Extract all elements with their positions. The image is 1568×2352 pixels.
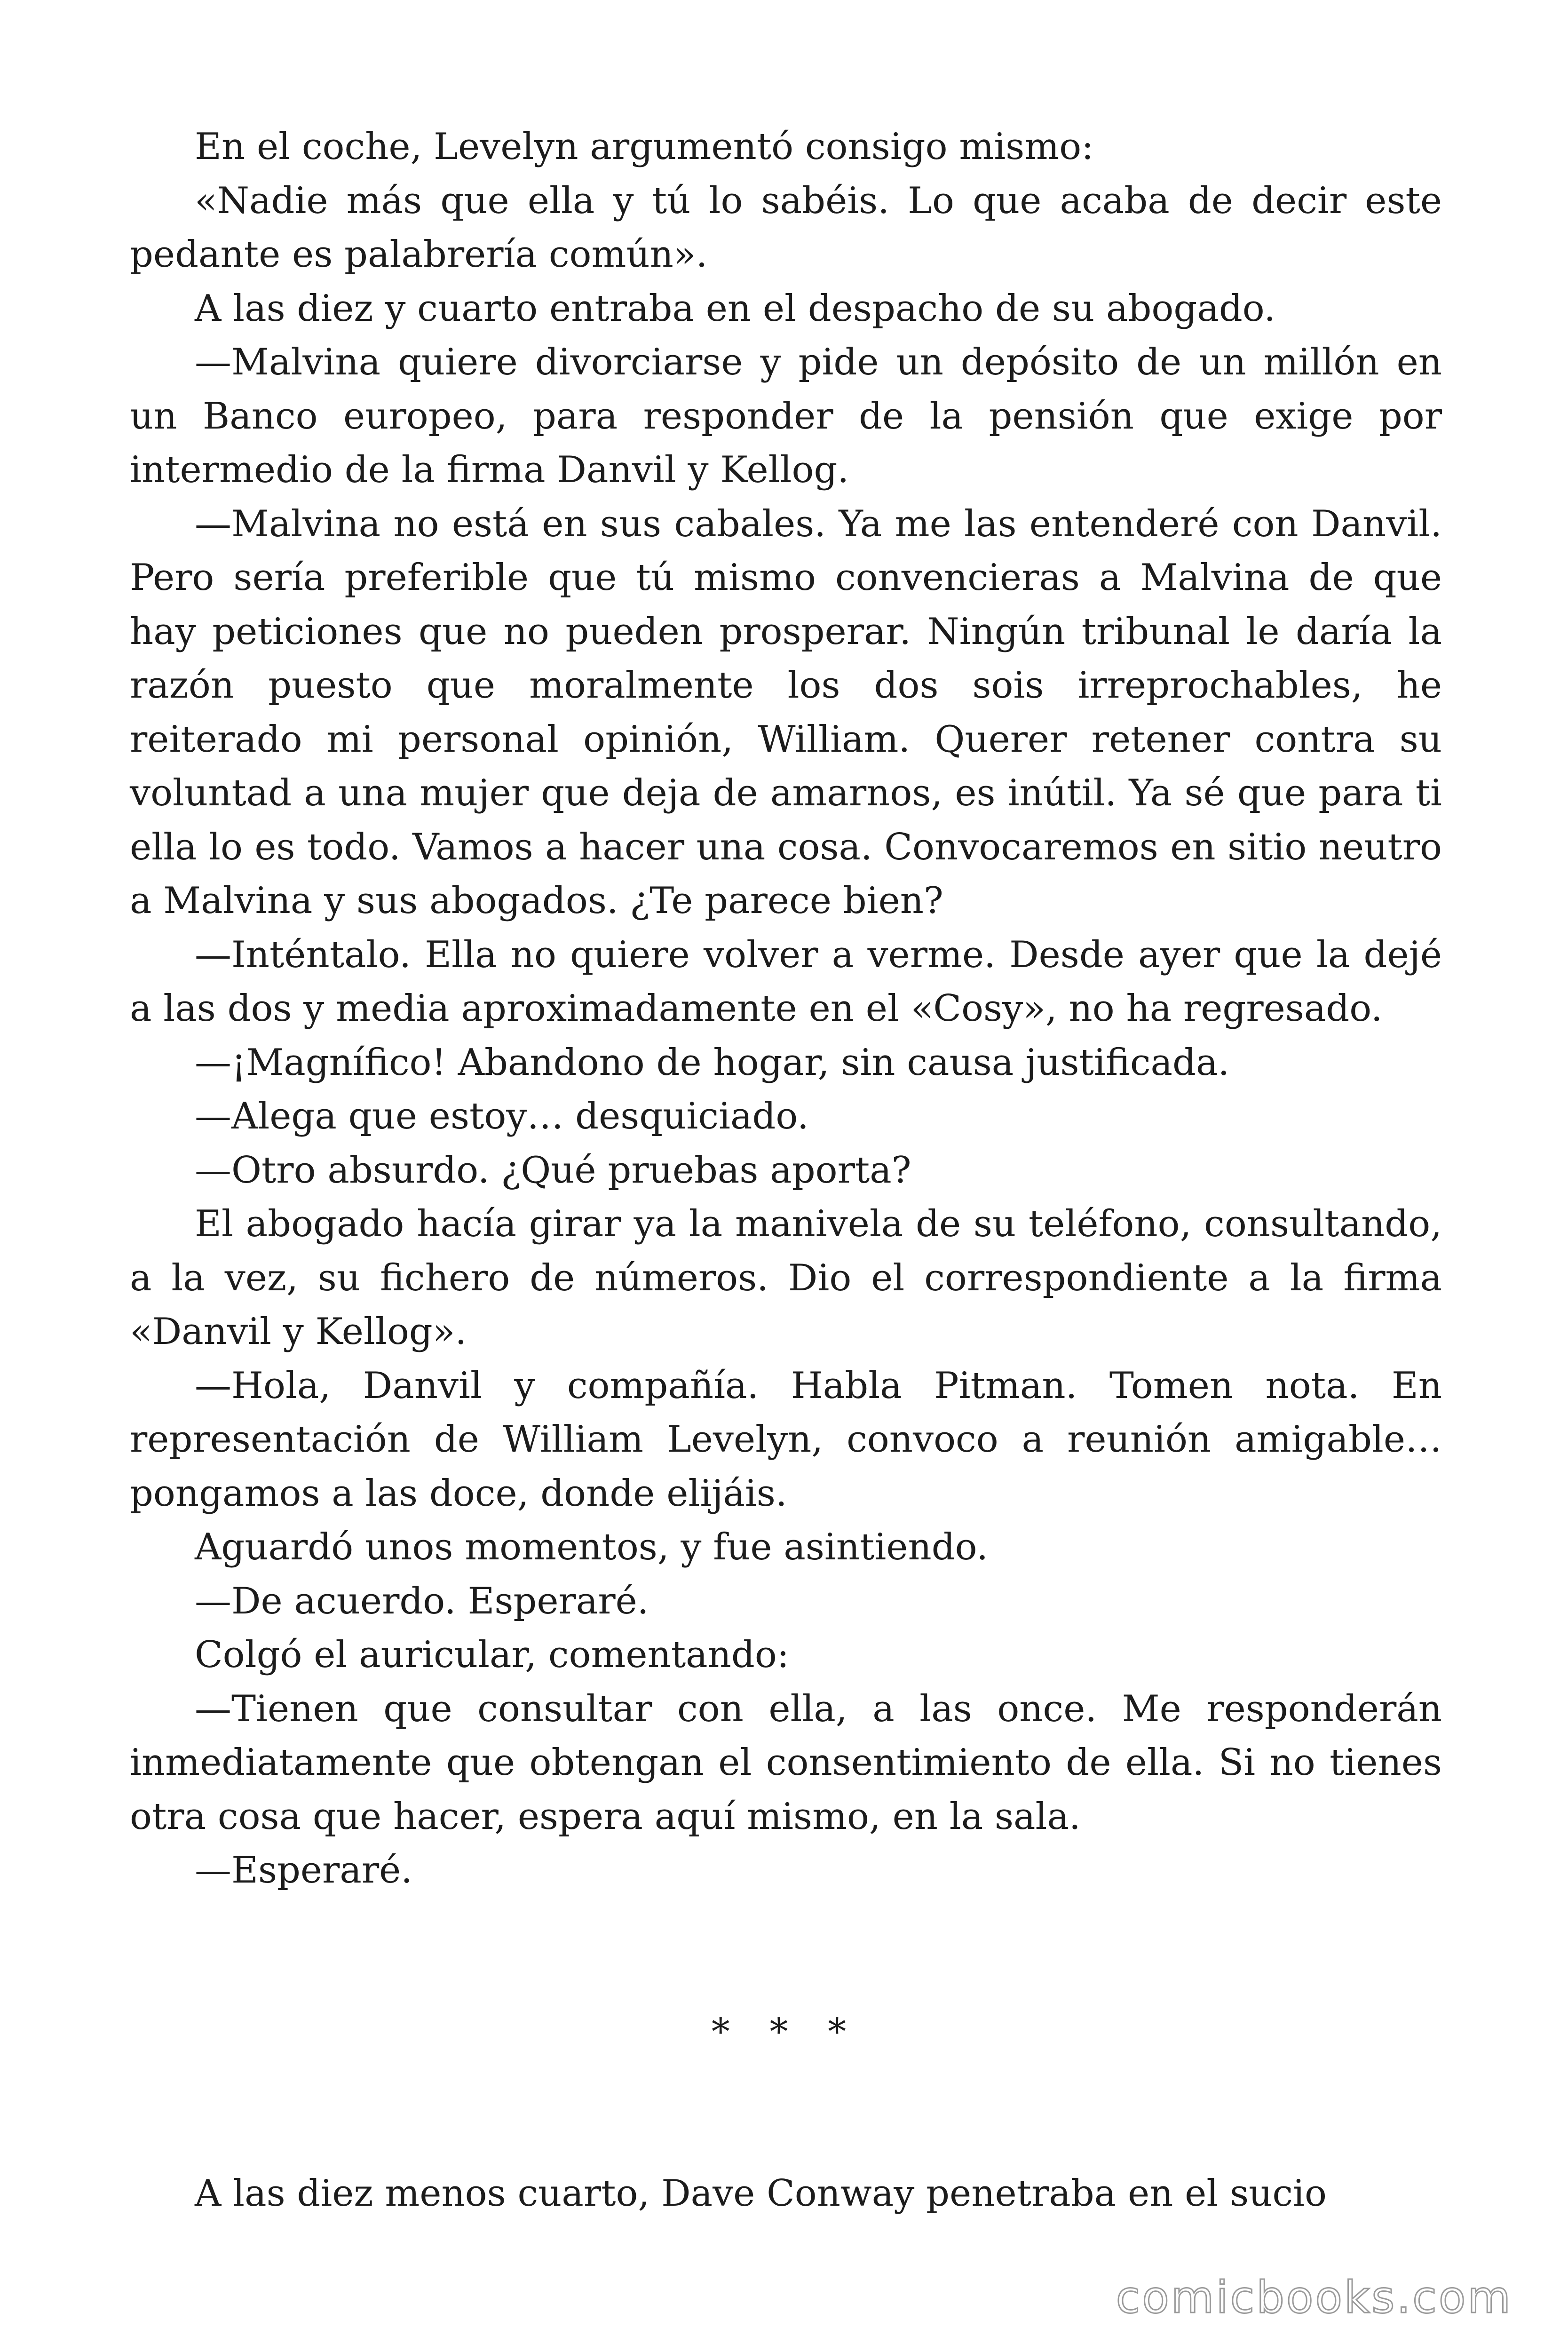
paragraph: —Tienen que consultar con ella, a las once. Me responderán inmediatamente que obtengan el consentimiento de ella. Si no tienes otra cosa que hacer, espera aquí mismo, en la sala. [130, 1687, 1442, 1838]
paragraph: —De acuerdo. Esperaré. [195, 1580, 649, 1622]
paragraph: —Inténtalo. Ella no quiere volver a verme. Desde ayer que la dejé a las dos y media aproximadamente en el «Cosy», no ha regresado. [130, 933, 1442, 1030]
section-separator: * * * [711, 2010, 861, 2053]
paragraph: «Nadie más que ella y tú lo sabéis. Lo que acaba de decir este pedante es palabrería común». [130, 179, 1442, 276]
paragraph: —Malvina no está en sus cabales. Ya me las entenderé con Danvil. Pero sería preferible que tú mismo convencieras a Malvina de que hay peticiones que no pueden prosperar. Ningún tribunal le daría la razón puesto que moralmente los dos sois irreprochables, he reiterado mi personal opinión, William. Querer retener contra su voluntad a una mujer que deja de amarnos, es inútil. Ya sé que para ti ella lo es todo. Vamos a hacer una cosa. Convocaremos en sitio neutro a Malvina y sus abogados. ¿Te parece bien? [130, 502, 1442, 922]
book-page [130, 120, 1442, 2221]
paragraph: —Otro absurdo. ¿Qué pruebas aporta? [195, 1149, 911, 1192]
paragraph: —Malvina quiere divorciarse y pide un depósito de un millón en un Banco europeo, para responder de la pensión que exige por intermedio de la firma Danvil y Kellog. [130, 341, 1442, 491]
paragraph: A las diez y cuarto entraba en el despacho de su abogado. [195, 287, 1276, 330]
paragraph: El abogado hacía girar ya la manivela de su teléfono, consultando, a la vez, su fichero de números. Dio el correspondiente a la firma «Danvil y Kellog». [130, 1203, 1442, 1353]
paragraph: Aguardó unos momentos, y fue asintiendo. [195, 1526, 989, 1568]
watermark: comicbooks.com [1116, 2272, 1513, 2323]
paragraph: —Alega que estoy… desquiciado. [195, 1095, 809, 1137]
paragraph: A las diez menos cuarto, Dave Conway penetraba en el sucio [195, 2172, 1327, 2215]
paragraph: —Hola, Danvil y compañía. Habla Pitman. Tomen nota. En representación de William Levelyn, convoco a reunión amigable… pongamos a las doce, donde elijáis. [130, 1364, 1442, 1515]
paragraph: —¡Magnífico! Abandono de hogar, sin causa justificada. [195, 1041, 1230, 1084]
paragraph: Colgó el auricular, comentando: [195, 1634, 790, 1676]
paragraph: En el coche, Levelyn argumentó consigo mismo: [195, 126, 1094, 168]
paragraph: —Esperaré. [195, 1849, 413, 1891]
